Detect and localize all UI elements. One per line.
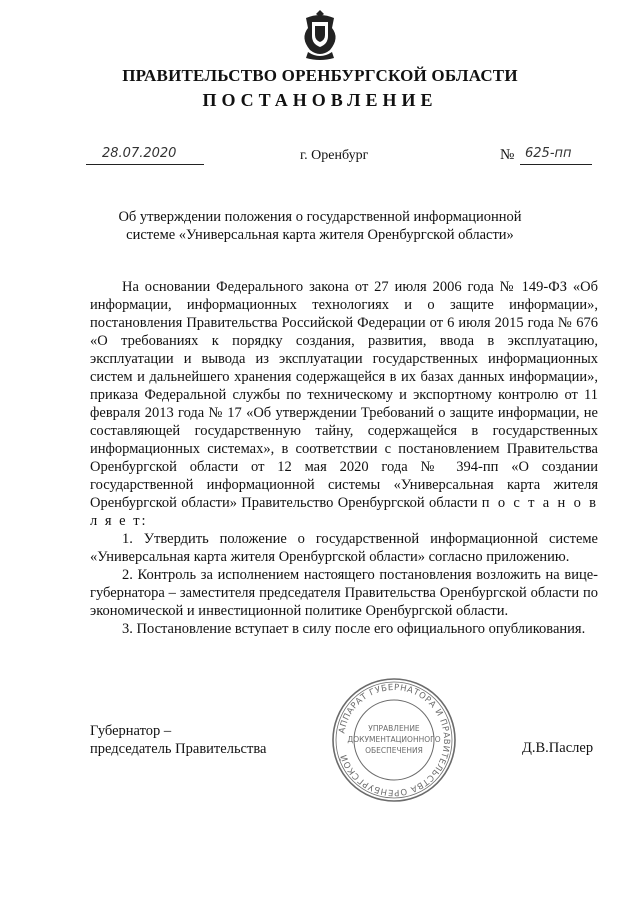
signatory-position — [90, 722, 266, 758]
stamp-line: ДОКУМЕНТАЦИОННОГО — [347, 735, 441, 744]
resolves-word: п о с т а н о в л я е т: — [90, 495, 599, 529]
stamp-line: ОБЕСПЕЧЕНИЯ — [365, 746, 423, 755]
stamp-outer-text: АППАРАТ ГУБЕРНАТОРА И ПРАВИТЕЛЬСТВА ОРЕНБУРГСКОЙ — [337, 682, 452, 798]
document-type-heading: ПОСТАНОВЛЕНИЕ — [202, 90, 438, 110]
item-paragraph-3: 3. Постановление вступает в силу после его официального опубликования. — [122, 621, 586, 637]
document-body — [90, 278, 598, 638]
coat-of-arms-emblem — [300, 8, 340, 60]
document-city: г. Оренбург — [300, 148, 369, 163]
position-line: председатель Правительства — [90, 741, 267, 757]
document-date: 28.07.2020 — [102, 146, 177, 161]
position-line: Губернатор – — [90, 723, 172, 739]
official-stamp — [330, 676, 458, 804]
document-number: 625-пп — [525, 146, 572, 161]
title-line: системе «Универсальная карта жителя Оренбургской области» — [126, 227, 514, 243]
organization-heading: ПРАВИТЕЛЬСТВО ОРЕНБУРГСКОЙ ОБЛАСТИ — [122, 66, 518, 85]
preamble-text: На основании Федерального закона от 27 июля 2006 года № 149-ФЗ «Об информации, информационных технологиях и о защите информации», постановления Правительства Российской Федерации от 6 июля 2015 года № 676 «О требованиях к порядку создания, развития, ввода в эксплуатацию, эксплуатации и вывода из эксплуатации государственных информационных систем и дальнейшего хранения содержащейся в их базах данных информации», приказа Федеральной службы по техническому и экспортному контролю от 11 февраля 2013 года № 17 «Об утверждении Требований о защите информации, не составляющей государственную тайну, содержащейся в государственных информационных системах», в соответствии с постановлением Правительства Оренбургской области от 12 мая 2020 года № 394-пп «О создании государственной информационной системы «Универсальная карта жителя Оренбургской области» Правительство Оренбургской области — [90, 279, 598, 511]
item-paragraph-1: 1. Утвердить положение о государственной информационной системе «Универсальная карта жителя Оренбургской области» согласно приложению. — [90, 531, 598, 565]
number-label: № — [500, 147, 515, 163]
title-line: Об утверждении положения о государственной информационной — [118, 209, 522, 225]
stamp-line: УПРАВЛЕНИЕ — [368, 724, 420, 733]
document-title — [100, 208, 540, 244]
signatory-name: Д.В.Паслер — [522, 740, 594, 756]
item-paragraph-2: 2. Контроль за исполнением настоящего постановления возложить на вице-губернатора – заместителя председателя Правительства Оренбургской области по экономической и инвестиционной политике Оренбургской области. — [90, 567, 598, 619]
preamble-paragraph — [90, 278, 598, 530]
